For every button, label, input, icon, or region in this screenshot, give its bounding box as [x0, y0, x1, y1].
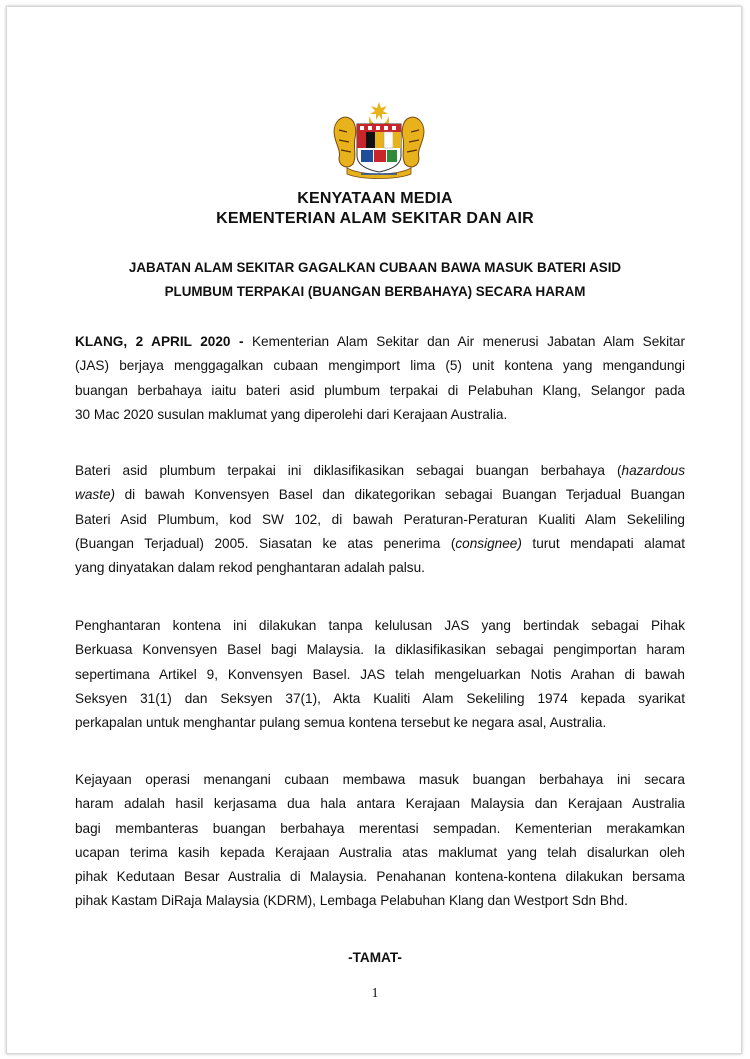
paragraph-line: Bateri asid plumbum terpakai ini diklasifikasikan sebagai buangan berbahaya (hazardous: [75, 463, 685, 478]
paragraph-line: buangan berbahaya iaitu bateri asid plumbum terpakai di Pelabuhan Klang, Selangor pada: [75, 382, 685, 398]
dateline: KLANG, 2 APRIL 2020 -: [75, 334, 244, 349]
paragraph-line: waste) di bawah Konvensyen Basel dan dikategorikan sebagai Buangan Terjadual Buangan: [75, 487, 685, 503]
paragraph-line: pihak Kedutaan Besar Australia di Malaysia. Penahanan kontena-kontena dilakukan bersama: [75, 869, 685, 885]
paragraph-line: (Buangan Terjadual) 2005. Siasatan ke atas penerima (consignee) turut mendapati alamat: [75, 535, 685, 551]
paragraph-line: ucapan terima kasih kepada Kerajaan Australia atas maklumat yang telah disalurkan oleh: [75, 844, 685, 860]
paragraph-line: Penghantaran kontena ini dilakukan tanpa kelulusan JAS yang bertindak sebagai Pihak: [75, 618, 685, 633]
headline-line: PLUMBUM TERPAKAI (BUANGAN BERBAHAYA) SECARA HARAM: [164, 284, 586, 299]
italic-term: hazardous: [621, 463, 685, 478]
paragraph-line: Seksyen 31(1) dan Seksyen 37(1), Akta Kualiti Alam Sekeliling 1974 kepada syarikat: [75, 690, 685, 706]
paragraph-2: [75, 459, 685, 580]
paragraph-3: [75, 614, 685, 735]
paragraph-4: [75, 768, 685, 914]
malaysia-coat-of-arms-icon: [327, 100, 431, 180]
paragraph-line: KLANG, 2 APRIL 2020 - Kementerian Alam Sekitar dan Air menerusi Jabatan Alam Sekitar: [75, 334, 685, 349]
media-statement-title: KENYATAAN MEDIA: [297, 190, 453, 207]
paragraph-line: bagi membanteras buangan berbahaya merentasi sempadan. Kementerian merakamkan: [75, 820, 685, 836]
paragraph-line: perkapalan untuk menghantar pulang semua kontena tersebut ke negara asal, Australia.: [75, 715, 607, 731]
paragraph-1: [75, 330, 685, 427]
paragraph-line: sepertimana Artikel 9, Konvensyen Basel. JAS telah mengeluarkan Notis Arahan di bawah: [75, 666, 685, 682]
headline-line: JABATAN ALAM SEKITAR GAGALKAN CUBAAN BAWA MASUK BATERI ASID: [128, 260, 622, 275]
press-headline: [60, 256, 690, 304]
paragraph-line: Berkuasa Konvensyen Basel bagi Malaysia. Ia diklasifikasikan sebagai pengimportan haram: [75, 642, 685, 658]
end-mark: -TAMAT-: [348, 950, 402, 965]
italic-term: consignee): [455, 535, 522, 551]
italic-term: waste): [75, 487, 116, 503]
paragraph-line: Kejayaan operasi menangani cubaan membawa masuk buangan berbahaya ini secara: [75, 772, 685, 787]
paragraph-line: (JAS) berjaya menggagalkan cubaan mengimport lima (5) unit kontena yang mengandungi: [75, 358, 685, 374]
paragraph-line: 30 Mac 2020 susulan maklumat yang diperolehi dari Kerajaan Australia.: [75, 406, 508, 422]
paragraph-line: Bateri Asid Plumbum, kod SW 102, di bawah Peraturan-Peraturan Kualiti Alam Sekeliling: [75, 511, 685, 527]
page-number: 1: [371, 986, 379, 1001]
paragraph-line: yang dinyatakan dalam rekod penghantaran adalah palsu.: [75, 560, 425, 576]
paragraph-line: haram adalah hasil kerjasama dua hala antara Kerajaan Malaysia dan Kerajaan Australia: [75, 796, 685, 812]
ministry-name: KEMENTERIAN ALAM SEKITAR DAN AIR: [216, 210, 534, 227]
paragraph-line: pihak Kastam DiRaja Malaysia (KDRM), Lembaga Pelabuhan Klang dan Westport Sdn Bhd.: [75, 893, 628, 909]
